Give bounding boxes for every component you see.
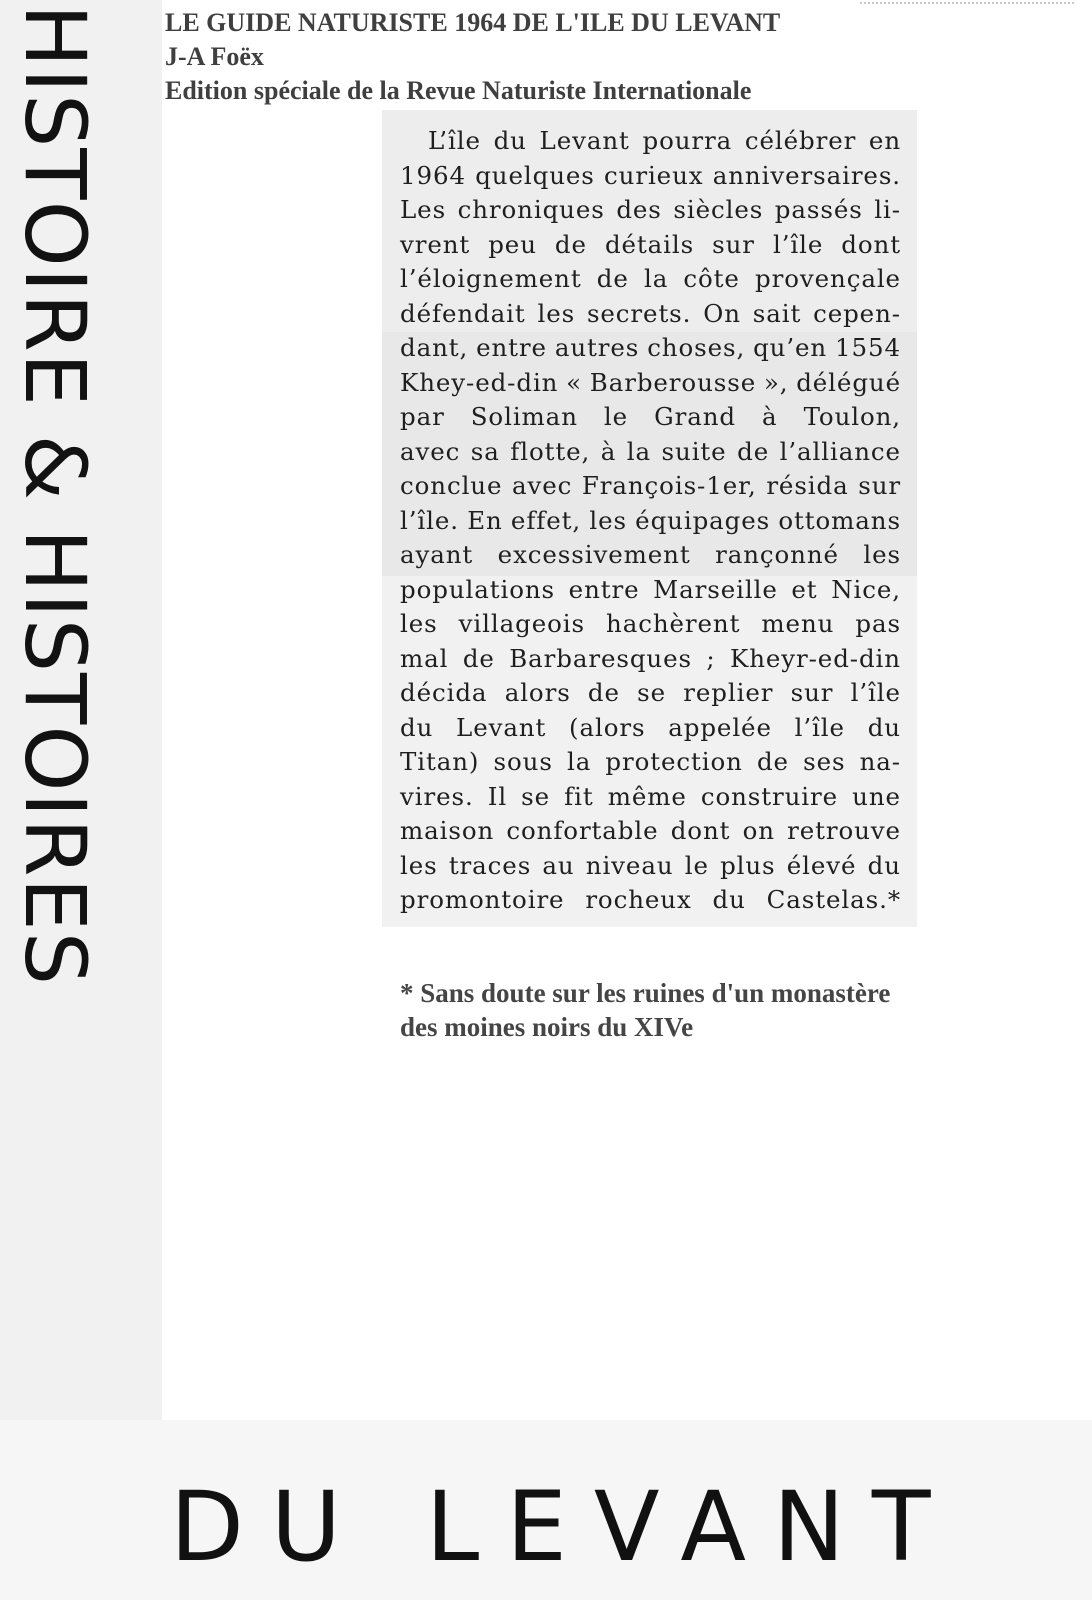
article-word: la	[643, 264, 669, 293]
article-word: rançonné	[715, 540, 839, 569]
header-edition: Edition spéciale de la Revue Naturiste Internationale	[165, 76, 752, 105]
article-word: 1964	[400, 160, 466, 190]
article-word: se	[637, 678, 667, 707]
article-word: menu	[761, 609, 835, 638]
article-line	[400, 124, 901, 159]
article-word: li-	[874, 195, 901, 224]
article-word: Les	[400, 195, 447, 224]
article-word: de	[554, 229, 587, 259]
article-word: Nice,	[831, 574, 901, 604]
article-word: passés	[774, 195, 863, 224]
article-word: Barberousse	[589, 367, 757, 397]
article-word: le	[684, 850, 709, 880]
article-word: du	[867, 850, 901, 880]
article-word: de	[587, 678, 620, 707]
article-word: l’éloignement	[400, 264, 582, 293]
article-word: on	[742, 816, 775, 845]
article-word: protection	[605, 747, 743, 776]
article-word: dont	[841, 229, 901, 259]
article-word: équipages	[635, 505, 771, 535]
article-word: construire	[700, 781, 839, 811]
article-line	[400, 745, 901, 780]
article-word: vires.	[400, 781, 474, 811]
article-word: Toulon,	[803, 402, 901, 431]
article-line	[400, 883, 901, 918]
article-line	[400, 814, 901, 849]
article-word: résida	[766, 471, 849, 500]
article-word: dont	[670, 816, 731, 845]
article-word: ottomans	[778, 505, 901, 535]
article-word: même	[607, 781, 687, 811]
article-word: sait	[752, 298, 802, 328]
article-word: pourra	[642, 126, 733, 155]
article-word: excessivement	[497, 540, 691, 569]
article-word: de	[462, 643, 495, 673]
article-word: entre	[476, 333, 547, 362]
article-word: les	[400, 609, 438, 638]
footnote-line-2: des moines noirs du XIVe	[400, 1012, 694, 1042]
article-word: appelée	[668, 712, 772, 742]
article-word: ayant	[400, 540, 474, 569]
article-word: l’alliance	[779, 436, 901, 466]
article-word: sa	[470, 436, 500, 466]
article-line	[400, 573, 901, 608]
article-word: 1554	[835, 333, 901, 362]
article-word: des	[616, 195, 662, 224]
article-word: hachèrent	[606, 609, 741, 638]
article-word: sur	[858, 471, 901, 500]
article-word: (alors	[569, 712, 646, 742]
article-word: promontoire	[400, 885, 565, 914]
article-word: plus	[720, 850, 776, 880]
article-line	[400, 366, 901, 401]
article-word: célébrer	[744, 126, 857, 155]
article-word: Marseille	[653, 574, 778, 604]
article-word: siècles	[673, 195, 764, 224]
article-word: la	[626, 436, 652, 466]
article-word: populations	[400, 574, 556, 604]
article-word: On	[703, 298, 741, 328]
article-word: Grand	[654, 402, 736, 431]
article-word: entre	[568, 574, 640, 604]
article-word: ses	[803, 747, 846, 776]
article-line	[400, 400, 901, 435]
article-word: les	[537, 298, 576, 328]
article-line	[400, 504, 901, 539]
article-word: du	[493, 126, 527, 155]
article-word: du	[400, 712, 434, 742]
article-word: de	[596, 264, 629, 293]
article-word: côte	[683, 264, 740, 293]
article-word: dant,	[400, 333, 469, 362]
article-word: François-1er,	[581, 471, 757, 500]
article-word: par	[400, 402, 445, 431]
article-word: Levant	[456, 712, 547, 742]
article-word: anniversaires.	[712, 160, 901, 190]
article-word: Il	[487, 781, 508, 811]
article-word: une	[852, 781, 901, 811]
header	[165, 6, 885, 108]
article-word: le	[603, 402, 629, 431]
article-word: confortable	[506, 816, 659, 845]
article-word: à	[762, 402, 778, 431]
article-word: effet,	[510, 505, 582, 535]
article-word: qu’en	[753, 333, 828, 362]
article-line	[400, 331, 901, 366]
article-word: maison	[400, 816, 495, 845]
top-edge	[860, 2, 1074, 8]
article-word: »,	[763, 367, 789, 397]
footnote	[400, 976, 1020, 1044]
article-word: sur	[790, 678, 834, 707]
article-word: se	[521, 781, 551, 811]
article-word: du	[867, 712, 901, 742]
article-word: avec	[511, 471, 573, 500]
article-word: rocheux	[585, 885, 692, 914]
article-word: et	[791, 574, 818, 604]
article-word: fit	[564, 781, 594, 811]
article-body	[400, 124, 901, 918]
article-word: quelques	[475, 160, 595, 190]
article-word: Kheyr-ed-din	[730, 643, 901, 673]
article-word: L’île	[428, 126, 481, 155]
article-line	[400, 193, 901, 228]
article-word: villageois	[458, 609, 585, 638]
article-word: à	[600, 436, 617, 466]
article-line	[400, 607, 901, 642]
article-word: conclue	[400, 471, 503, 500]
article-word: délégué	[796, 367, 901, 397]
article-word: avec	[400, 436, 461, 466]
article-word: de	[737, 436, 770, 466]
article-word: curieux	[604, 160, 704, 190]
article-line	[400, 849, 901, 884]
article-word: choses,	[647, 333, 746, 362]
article-line	[400, 711, 901, 746]
article-line	[400, 538, 901, 573]
article-word: sur	[712, 229, 755, 259]
article-word: du	[712, 885, 746, 914]
article-word: les	[863, 540, 901, 569]
article-word: Soliman	[470, 402, 578, 431]
article-word: traces	[448, 850, 532, 880]
article-word: chroniques	[457, 195, 605, 224]
article-word: au	[542, 850, 575, 880]
article-word: sous	[493, 747, 553, 776]
article-word: autres	[554, 333, 640, 362]
article-word: cepen-	[813, 298, 901, 328]
header-title: LE GUIDE NATURISTE 1964 DE L'ILE DU LEVANT	[165, 8, 781, 37]
article-word: Khey-ed-din	[400, 367, 559, 397]
article-word: replier	[683, 678, 774, 707]
article-line	[400, 780, 901, 815]
article-line	[400, 435, 901, 470]
article-word: Titan)	[400, 747, 480, 776]
article-word: secrets.	[586, 298, 692, 328]
article-line	[400, 642, 901, 677]
article-word: suite	[661, 436, 727, 466]
article-word: peu	[488, 229, 537, 259]
article-scan	[382, 110, 917, 927]
header-author: J-A Foëx	[165, 42, 264, 71]
article-word: pas	[855, 609, 901, 638]
article-word: alors	[504, 678, 571, 707]
article-line	[400, 262, 901, 297]
article-word: élevé	[786, 850, 857, 880]
article-word: l’île	[772, 229, 824, 259]
article-word: flotte,	[510, 436, 591, 466]
article-word: l’île.	[400, 505, 459, 535]
bottom-title: DU LEVANT	[170, 1471, 958, 1583]
article-word: Levant	[539, 126, 630, 155]
article-line	[400, 228, 901, 263]
article-word: En	[467, 505, 503, 535]
article-word: provençale	[755, 264, 901, 293]
article-word: l’île	[850, 678, 901, 707]
article-word: Castelas.*	[766, 885, 901, 914]
article-word: défendait	[400, 298, 526, 328]
article-word: la	[566, 747, 592, 776]
article-word: décida	[400, 678, 488, 707]
article-word: les	[400, 850, 438, 880]
article-line	[400, 297, 901, 332]
article-word: en	[868, 126, 901, 155]
article-word: détails	[604, 229, 695, 259]
vertical-title: HISTOIRE & HISTOIRES	[6, 4, 104, 987]
article-word: de	[756, 747, 789, 776]
article-word: na-	[859, 747, 901, 776]
article-word: l’île	[794, 712, 845, 742]
article-word: «	[566, 367, 583, 397]
article-line	[400, 676, 901, 711]
article-word: mal	[400, 643, 449, 673]
article-line	[400, 159, 901, 194]
article-line	[400, 469, 901, 504]
article-word: les	[589, 505, 627, 535]
article-word: Barbaresques	[509, 643, 692, 673]
article-word: vrent	[400, 229, 471, 259]
article-word: niveau	[585, 850, 674, 880]
article-word: retrouve	[787, 816, 901, 845]
footnote-line-1: * Sans doute sur les ruines d'un monastère	[400, 978, 891, 1008]
article-word: ;	[706, 643, 716, 673]
